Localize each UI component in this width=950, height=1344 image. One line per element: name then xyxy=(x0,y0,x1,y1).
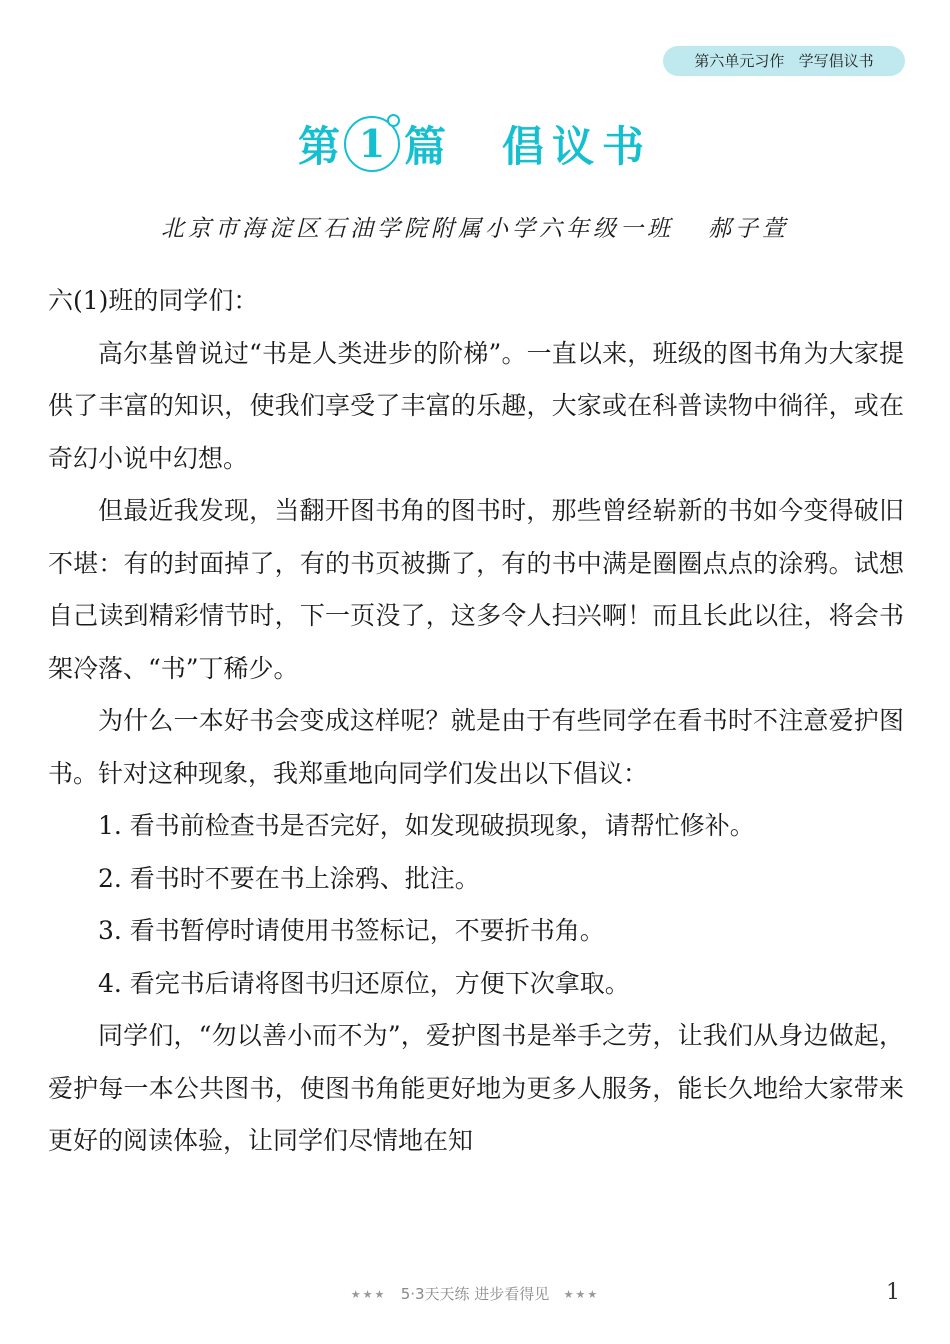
letter-body xyxy=(48,275,904,1168)
page-title xyxy=(0,112,950,176)
title-number: 1 xyxy=(344,116,400,172)
title-prefix: 第 xyxy=(297,122,340,171)
paragraph: 但最近我发现，当翻开图书角的图书时，那些曾经崭新的书如今变得破旧不堪：有的封面掉了，有的书页被撕了，有的书中满是圈圈点点的涂鸦。试想自己读到精彩情节时，下一页没了，这多令人扫兴啊！而且长此以往，将会书架冷落、“书”丁稀少。 xyxy=(48,496,904,683)
star-decoration-icon: ★★★ xyxy=(350,1288,387,1301)
footer xyxy=(0,1283,950,1304)
footer-slogan: 5·3天天练 进步看得见 xyxy=(400,1285,550,1303)
author-line: 北京市海淀区石油学院附属小学六年级一班 郝子萱 xyxy=(161,216,789,242)
paragraph: 高尔基曾说过“书是人类进步的阶梯”。一直以来，班级的图书角为大家提供了丰富的知识，使我们享受了丰富的乐趣，大家或在科普读物中徜徉，或在奇幻小说中幻想。 xyxy=(48,338,904,473)
closing-paragraph: 同学们，“勿以善小而不为”，爱护图书是举手之劳，让我们从身边做起，爱护每一本公共图书，使图书角能更好地为更多人服务，能长久地给大家带来更好的阅读体验，让同学们尽情地在知 xyxy=(48,1021,904,1155)
list-item: 1. 看书前检查书是否完好，如发现破损现象，请帮忙修补。 xyxy=(98,811,755,840)
list-item: 2. 看书时不要在书上涂鸦、批注。 xyxy=(98,863,480,893)
star-decoration-icon: ★★★ xyxy=(563,1288,600,1301)
list-item: 3. 看书暂停时请使用书签标记，不要折书角。 xyxy=(98,916,605,945)
title-suffix: 篇 xyxy=(403,122,446,171)
paragraph: 为什么一本好书会变成这样呢？就是由于有些同学在看书时不注意爱护图书。针对这种现象，我郑重地向同学们发出以下倡议： xyxy=(48,706,904,788)
section-tag: 第六单元习作 学写倡议书 xyxy=(663,46,905,76)
list-item: 4. 看完书后请将图书归还原位，方便下次拿取。 xyxy=(98,968,630,998)
title-text: 倡议书 xyxy=(502,122,653,171)
page-number: 1 xyxy=(886,1280,900,1305)
salutation: 六(1)班的同学们： xyxy=(48,286,259,315)
